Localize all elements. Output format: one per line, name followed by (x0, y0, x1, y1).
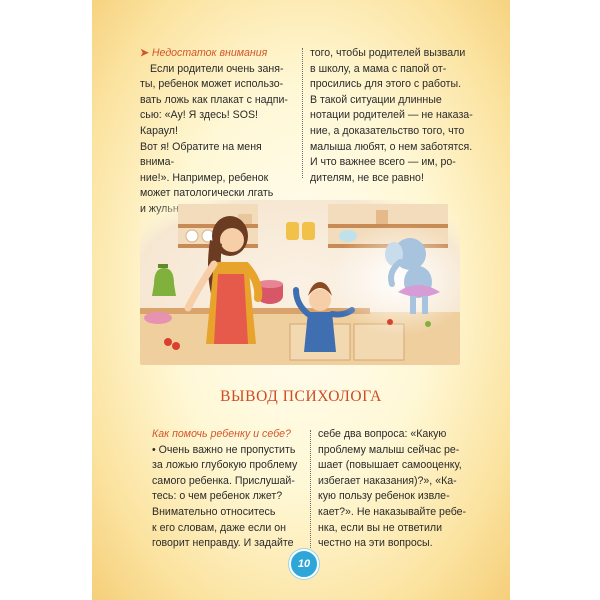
text-line: Вот я! Обратите на меня внима- (140, 140, 262, 169)
text-line: И что важнее всего — им, ро- (310, 156, 456, 169)
text-line: В такой ситуации длинные (310, 93, 442, 106)
text-line: Внимательно относитесь (152, 505, 276, 518)
section-heading-help: Как помочь ребенку и себе? (152, 428, 291, 440)
bottom-left-column (152, 427, 302, 552)
text-line: ты, ребенок может использо- (140, 78, 284, 91)
text-line: ние!». Например, ребенок (140, 171, 269, 184)
section-title: ВЫВОД ПСИХОЛОГА (220, 388, 382, 405)
text-line: вать ложь как плакат с надпи- (140, 93, 288, 106)
page-number-badge: 10 (289, 549, 319, 579)
text-line: тесь: о чем ребенок лжет? (152, 490, 283, 503)
text-line: в школу, а мама с папой от- (310, 62, 447, 75)
text-line: может патологически лгать (140, 187, 274, 200)
text-line: нотации родителей — не наказа- (310, 109, 473, 122)
text-line: кую пользу ребенок извле- (318, 490, 450, 503)
text-line: избегает наказания)?», «Ка- (318, 474, 457, 487)
bottom-right-column (318, 427, 478, 552)
arrow-icon: ➤ (140, 47, 149, 59)
text-line: говорит неправду. И задайте (152, 537, 294, 550)
text-line: • Очень важно не пропустить (152, 443, 296, 456)
section-heading-attention: ➤ Недостаток внимания (140, 47, 268, 59)
text-line: себе два вопроса: «Какую (318, 428, 447, 440)
text-line: кает?». Не наказывайте ребе- (318, 505, 467, 518)
text-line: самого ребенка. Прислушай- (152, 474, 295, 487)
text-line: нка, если вы не ответили (318, 521, 443, 534)
bullet-icon: • (152, 443, 159, 456)
text-line: дителям, не все равно! (310, 171, 424, 184)
book-page (92, 0, 510, 600)
text-line: проблему малыш сейчас ре- (318, 443, 460, 456)
top-right-column (310, 46, 478, 186)
text-line: за ложью глубокую проблему (152, 459, 298, 472)
top-left-column (140, 46, 290, 218)
text-line: к его словам, даже если он (152, 521, 286, 534)
kitchen-illustration (140, 200, 460, 365)
text-line: сью: «Ау! Я здесь! SOS! Караул! (140, 109, 258, 137)
text-line: честно на эти вопросы. (318, 537, 433, 550)
text-line: Если родители очень заня- (150, 62, 284, 75)
column-divider (310, 430, 311, 548)
text-line: ние, а доказательство того, что (310, 124, 465, 137)
column-divider (302, 48, 303, 178)
text-line: просились для этого с работы. (310, 78, 462, 91)
text-line: шает (повышает самооценку, (318, 459, 462, 472)
text-line: малыша любят, о нем заботятся. (310, 140, 473, 153)
text-line: того, чтобы родителей вызвали (310, 47, 466, 59)
